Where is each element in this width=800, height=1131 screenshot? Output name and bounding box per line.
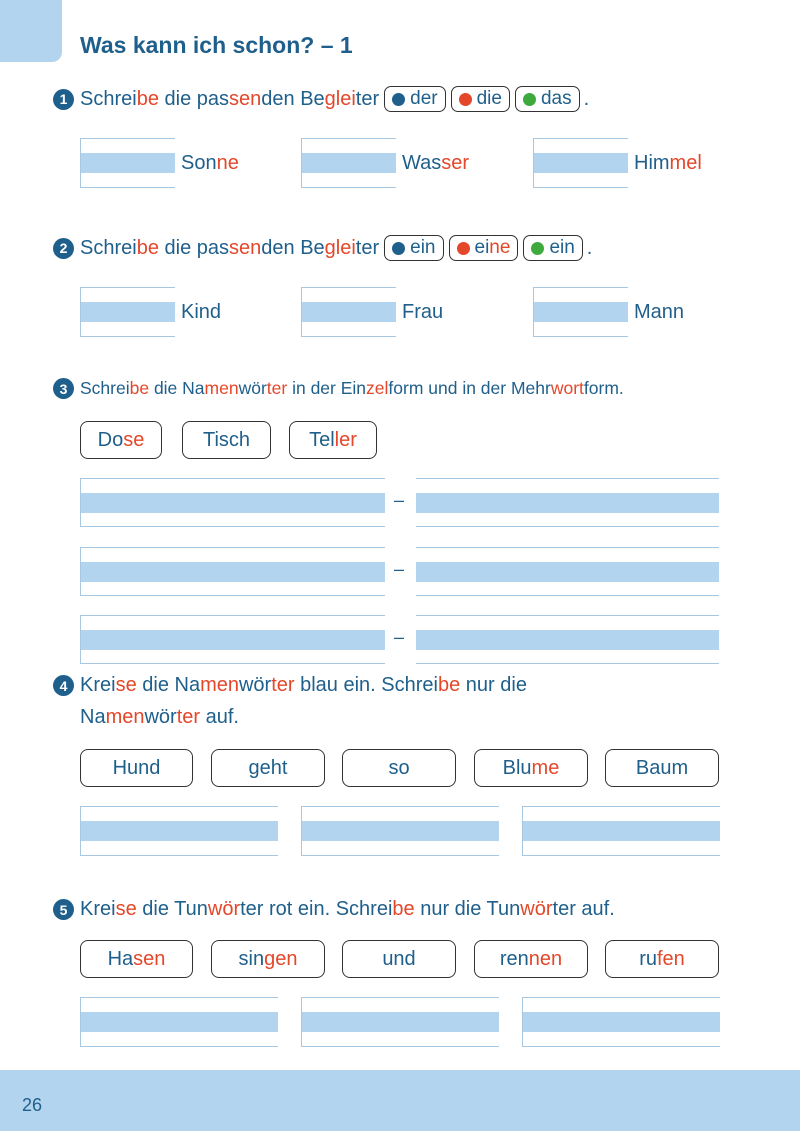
syllable: ru — [639, 947, 657, 970]
syllable: Baum — [635, 756, 689, 779]
syllable: die pas — [158, 87, 230, 110]
syllable: be — [392, 898, 415, 920]
task-number-3: 3 — [53, 378, 74, 399]
article-chip-blue — [384, 86, 445, 112]
syllable: den Be — [261, 236, 325, 259]
instruction-period: . — [583, 87, 590, 110]
noun-word — [181, 152, 239, 175]
syllable: Tel — [309, 428, 335, 451]
article-chips — [379, 86, 579, 112]
writing-line[interactable] — [80, 997, 278, 1047]
syllable: Schrei — [80, 87, 137, 110]
green-dot-icon — [531, 242, 544, 255]
syllable: be — [136, 236, 159, 259]
writing-line[interactable] — [301, 287, 396, 337]
instruction-period: . — [586, 236, 593, 259]
task-number-4: 4 — [53, 675, 74, 696]
syllable: glei — [324, 87, 356, 110]
word-card[interactable] — [342, 940, 456, 978]
article-label: ein — [549, 237, 575, 258]
syllable: ter — [266, 378, 288, 398]
dash: – — [394, 490, 405, 510]
task-1-instruction — [53, 86, 589, 112]
writing-line-plural[interactable] — [416, 615, 719, 664]
syllable: Kind — [181, 301, 222, 323]
word-card — [182, 421, 271, 459]
syllable: ter — [355, 87, 380, 110]
red-dot-icon — [459, 93, 472, 106]
syllable: blau ein. Schrei — [294, 674, 438, 696]
article-chips — [379, 235, 583, 261]
article-chip-red — [449, 235, 519, 261]
word-card — [289, 421, 377, 459]
syllable: se — [115, 674, 137, 696]
syllable: geht — [248, 756, 288, 779]
syllable: die pas — [158, 236, 230, 259]
syllable: ter rot ein. Schrei — [240, 898, 393, 920]
instruction-text — [80, 706, 239, 729]
writing-line-singular[interactable] — [80, 547, 385, 596]
instruction-text — [80, 88, 379, 111]
dash: – — [394, 627, 405, 647]
word-card[interactable] — [80, 749, 193, 787]
syllable: ler — [334, 428, 357, 451]
syllable: Na — [80, 706, 106, 728]
instruction-text — [80, 237, 379, 260]
noun-word — [402, 152, 469, 175]
word-card[interactable] — [211, 940, 325, 978]
article-label — [475, 237, 511, 259]
article-label: die — [476, 88, 502, 109]
syllable: me — [531, 756, 560, 779]
syllable: auf. — [200, 706, 239, 728]
syllable: wör — [238, 674, 272, 696]
writing-line[interactable] — [80, 806, 278, 856]
syllable: glei — [324, 236, 356, 259]
syllable: die Na — [149, 378, 205, 398]
syllable: so — [388, 756, 410, 779]
word-card[interactable] — [80, 940, 193, 978]
syllable: nen — [528, 947, 563, 970]
syllable: sen — [133, 947, 166, 970]
syllable: Do — [97, 428, 124, 451]
word-card[interactable] — [474, 749, 588, 787]
syllable: nur die Tun — [414, 898, 521, 920]
green-dot-icon — [523, 93, 536, 106]
writing-line[interactable] — [80, 138, 175, 188]
writing-line[interactable] — [522, 806, 720, 856]
syllable: ei — [474, 237, 490, 258]
syllable: be — [136, 87, 159, 110]
syllable: die Na — [136, 674, 201, 696]
syllable: Blu — [502, 756, 532, 779]
syllable: wort — [550, 378, 584, 398]
syllable: ter — [271, 674, 295, 696]
syllable: ter auf. — [552, 898, 615, 920]
syllable: Mann — [634, 301, 685, 323]
article-chip-green — [515, 86, 580, 112]
syllable: zel — [366, 378, 389, 398]
word-card[interactable] — [342, 749, 456, 787]
word-card — [80, 421, 162, 459]
syllable: men — [200, 674, 239, 696]
noun-word — [402, 301, 443, 324]
syllable: ren — [499, 947, 529, 970]
syllable: wör — [144, 706, 177, 728]
writing-line[interactable] — [522, 997, 720, 1047]
syllable: Hund — [112, 756, 161, 779]
syllable: be — [129, 378, 150, 398]
noun-word — [634, 301, 684, 324]
instruction-text — [80, 378, 624, 399]
article-label: der — [410, 88, 438, 109]
syllable: men — [105, 706, 145, 728]
syllable: fen — [656, 947, 685, 970]
syllable: form und in der Mehr — [388, 378, 551, 398]
blue-dot-icon — [392, 242, 405, 255]
syllable: und — [382, 947, 416, 970]
noun-word — [181, 301, 221, 324]
writing-line[interactable] — [301, 138, 396, 188]
syllable: Schrei — [80, 378, 130, 398]
blue-dot-icon — [392, 93, 405, 106]
article-label: das — [540, 88, 572, 109]
syllable: Son — [181, 152, 217, 174]
writing-line[interactable] — [533, 287, 628, 337]
writing-line-singular[interactable] — [80, 478, 385, 527]
instruction-text — [80, 898, 615, 921]
word-card[interactable] — [474, 940, 588, 978]
syllable: Ha — [107, 947, 134, 970]
writing-line-plural[interactable] — [416, 478, 719, 527]
article-chip-red — [451, 86, 510, 112]
syllable: sin — [238, 947, 265, 970]
task-4-instruction-line-2 — [80, 706, 239, 729]
syllable: Him — [634, 152, 670, 174]
syllable: Krei — [80, 898, 116, 920]
red-dot-icon — [457, 242, 470, 255]
writing-line-plural[interactable] — [416, 547, 719, 596]
corner-tab — [0, 0, 62, 62]
syllable: se — [123, 428, 145, 451]
syllable: sen — [229, 87, 262, 110]
syllable: wör — [238, 378, 267, 398]
syllable: Krei — [80, 674, 116, 696]
syllable: ne — [216, 152, 239, 174]
task-3-instruction — [53, 378, 624, 399]
syllable: wör — [520, 898, 553, 920]
noun-word — [634, 152, 702, 175]
syllable: nur die — [460, 674, 527, 696]
page-number: 26 — [22, 1095, 43, 1115]
syllable: Was — [402, 152, 442, 174]
word-card[interactable] — [211, 749, 325, 787]
syllable: ter — [355, 236, 380, 259]
syllable: ter — [176, 706, 201, 728]
syllable: be — [437, 674, 461, 696]
article-chip-green — [523, 235, 582, 261]
task-number-1: 1 — [53, 89, 74, 110]
page-title: Was kann ich schon? – 1 — [80, 32, 353, 58]
syllable: gen — [264, 947, 298, 970]
task-4-instruction — [53, 674, 527, 697]
syllable: ser — [441, 152, 470, 174]
writing-line-singular[interactable] — [80, 615, 385, 664]
task-number-5: 5 — [53, 899, 74, 920]
task-number-2: 2 — [53, 238, 74, 259]
syllable: den Be — [261, 87, 325, 110]
syllable: ne — [489, 237, 511, 258]
syllable: wör — [207, 898, 241, 920]
word-card[interactable] — [605, 940, 719, 978]
syllable: form. — [583, 378, 624, 398]
syllable: mel — [669, 152, 702, 174]
syllable: die Tun — [136, 898, 208, 920]
article-label: ein — [410, 237, 436, 258]
syllable: Schrei — [80, 236, 137, 259]
syllable: in der Ein — [287, 378, 367, 398]
syllable: men — [204, 378, 239, 398]
syllable: sen — [229, 236, 262, 259]
syllable: se — [115, 898, 137, 920]
writing-line[interactable] — [301, 997, 499, 1047]
writing-line[interactable] — [301, 806, 499, 856]
writing-line[interactable] — [80, 287, 175, 337]
syllable: Tisch — [202, 428, 251, 451]
footer-bar — [0, 1070, 800, 1131]
word-card[interactable] — [605, 749, 719, 787]
task-5-instruction — [53, 898, 615, 921]
instruction-text — [80, 674, 527, 697]
task-2-instruction — [53, 235, 592, 261]
article-chip-blue — [384, 235, 443, 261]
writing-line[interactable] — [533, 138, 628, 188]
dash: – — [394, 559, 405, 579]
syllable: Frau — [402, 301, 444, 323]
